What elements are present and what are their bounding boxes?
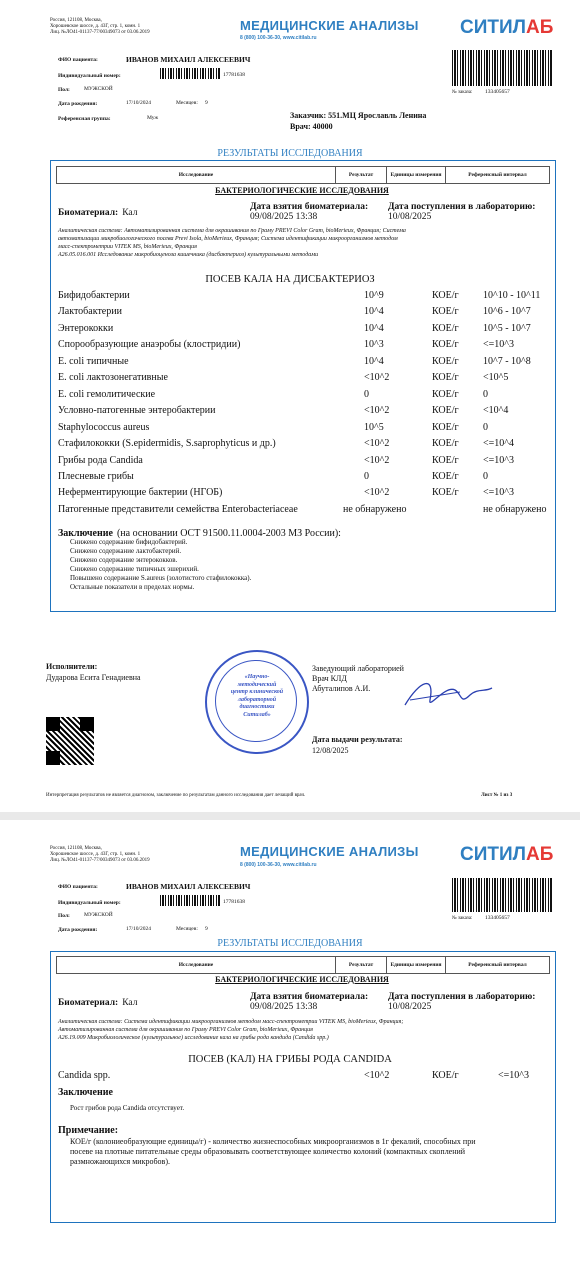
- months-label: Месяцев:: [176, 100, 198, 106]
- order-barcode: [452, 50, 552, 86]
- col-header-result: Результат: [335, 166, 387, 184]
- table-row: [58, 389, 553, 405]
- row-ref: 10^6 - 10^7: [483, 306, 531, 318]
- row-value: 0: [364, 388, 369, 400]
- culture-title: ПОСЕВ (КАЛ) НА ГРИБЫ РОДА CANDIDA: [188, 1054, 392, 1065]
- order-label: № заказа:: [452, 916, 473, 921]
- row-ref: 10^7 - 10^8: [483, 355, 531, 367]
- address-line: Россия, 121108, Москва,: [50, 18, 102, 23]
- row-value: <10^2: [364, 372, 390, 384]
- months-label: Месяцев:: [176, 926, 198, 932]
- row-unit: КОЕ/г: [432, 438, 459, 450]
- ref-group-value: Муж: [147, 115, 159, 121]
- table-row: [58, 323, 553, 339]
- conclusion-item: Снижено содержание типичных эшерихий.: [70, 565, 199, 573]
- row-name: Candida spp.: [58, 1070, 111, 1081]
- table-row: [58, 504, 553, 520]
- lab-phone: 8 (800) 100-36-30, www.citilab.ru: [240, 35, 317, 41]
- row-value: не обнаружено: [343, 503, 407, 515]
- col-header-ref: Референсный интервал: [445, 166, 550, 184]
- signature: [400, 670, 495, 715]
- citilab-logo: СИТИЛАБ: [460, 844, 554, 865]
- individual-number: 17781638: [223, 72, 245, 78]
- footer-note: Интерпретация результатов не является диагнозом, заключение по результатам данного исследования дает лечащий врач.: [46, 793, 306, 798]
- row-value: 10^4: [364, 355, 384, 367]
- ref-group-label: Референсная группа:: [58, 116, 111, 122]
- birth-label: Дата рождения:: [58, 101, 98, 107]
- row-ref: 10^10 - 10^11: [483, 290, 541, 301]
- patient-fio: ИВАНОВ МИХАИЛ АЛЕКСЕЕВИЧ: [126, 55, 251, 64]
- row-unit: КОЕ/г: [432, 372, 459, 384]
- page-gap: [0, 812, 580, 820]
- sex-value: МУЖСКОЙ: [84, 912, 113, 918]
- section-title: БАКТЕРИОЛОГИЧЕСКИЕ ИССЛЕДОВАНИЯ: [215, 186, 389, 195]
- row-name: Условно-патогенные энтеробактерии: [58, 405, 216, 417]
- note-text: КОЕ/г (колониеобразующие единицы/г) - количество жизнеспособных микроорганизмов в 1г фекалий, способных при посеве на плотные питательные среды образовывать соответствующее количество колоний (компактных скоплений размножающихся микробов).: [70, 1137, 476, 1166]
- report-title: МЕДИЦИНСКИЕ АНАЛИЗЫ: [240, 844, 419, 859]
- row-value: 0: [364, 470, 369, 482]
- lab-address: [50, 18, 150, 36]
- conclusion-heading: Заключение (на основании ОСТ 91500.11.0004-2003 МЗ России):: [58, 528, 341, 539]
- report-page-2: [0, 820, 580, 1280]
- row-name: Staphylococcus aureus: [58, 421, 150, 433]
- results-title: РЕЗУЛЬТАТЫ ИССЛЕДОВАНИЯ: [217, 938, 363, 949]
- conclusion-heading: Заключение: [58, 1087, 113, 1098]
- table-row: [58, 438, 553, 454]
- row-ref: 0: [483, 470, 488, 482]
- row-name: E. coli типичные: [58, 355, 129, 367]
- birth-value: 17/10/2024: [126, 100, 152, 106]
- issue-label: Дата выдачи результата:: [312, 735, 403, 744]
- row-unit: КОЕ/г: [432, 454, 459, 466]
- customer: Заказчик: 551.МЦ Ярославль Ленина: [290, 111, 427, 120]
- table-row: [58, 487, 553, 503]
- patient-fio: ИВАНОВ МИХАИЛ АЛЕКСЕЕВИЧ: [126, 882, 251, 891]
- row-ref: 0: [483, 388, 488, 400]
- row-unit: КОЕ/г: [432, 1070, 459, 1081]
- individual-number-label: Индивидуальный номер:: [58, 900, 121, 906]
- individual-barcode: [160, 895, 220, 906]
- sample-date-block: Дата взятия биоматериала: 09/08/2025 13:38: [250, 992, 369, 1012]
- table-row: [58, 306, 553, 322]
- row-unit: КОЕ/г: [432, 290, 459, 301]
- sex-value: МУЖСКОЙ: [84, 86, 113, 92]
- col-header-study: Исследование: [56, 166, 336, 184]
- table-row: [58, 422, 553, 438]
- row-unit: КОЕ/г: [432, 339, 459, 351]
- section-title: БАКТЕРИОЛОГИЧЕСКИЕ ИССЛЕДОВАНИЯ: [215, 975, 389, 984]
- patient-fio-label: ФИО пациента:: [58, 884, 98, 890]
- row-value: <10^2: [364, 438, 390, 450]
- row-value: 10^9: [364, 290, 384, 301]
- row-name: E. coli лактозонегативные: [58, 372, 168, 384]
- lab-stamp: «Научно- методический центр клинической лабораторной диагностики Ситилаб»: [205, 650, 309, 754]
- conclusion-text: Рост грибов рода Candida отсутствует.: [70, 1104, 185, 1112]
- lab-address: Россия, 121108, Москва, Хорошевское шоссе, д. 43Г, стр. 1, комн. 1 Лиц. №ЛО41-01137-77/00349073 от 03.06.2019: [50, 846, 150, 863]
- row-value: 10^3: [364, 339, 384, 351]
- table-row: [58, 356, 553, 372]
- row-ref: <=10^3: [483, 339, 514, 351]
- row-ref: <10^4: [483, 405, 509, 417]
- conclusion-item: Повышено содержание S.aureus (золотистого стафилококка).: [70, 574, 252, 582]
- patient-fio-label: ФИО пациента:: [58, 57, 98, 63]
- sex-label: Пол:: [58, 913, 70, 919]
- sample-date-block: Дата взятия биоматериала: 09/08/2025 13:38: [250, 202, 369, 222]
- row-unit: КОЕ/г: [432, 487, 459, 499]
- row-ref: 0: [483, 421, 488, 433]
- col-header-units: Единицы измерения: [386, 166, 446, 184]
- sex-label: Пол:: [58, 87, 70, 93]
- table-row: [58, 1070, 553, 1086]
- row-unit: КОЕ/г: [432, 405, 459, 417]
- row-name: Бифидобактерии: [58, 290, 130, 301]
- col-header-ref: Референсный интервал: [445, 956, 550, 974]
- conclusion-list: [70, 538, 251, 592]
- report-title: МЕДИЦИНСКИЕ АНАЛИЗЫ: [240, 18, 419, 33]
- executor-name: Дударова Есита Генадиевна: [46, 673, 141, 682]
- individual-barcode: [160, 68, 220, 79]
- citilab-logo: СИТИЛАБ: [460, 17, 554, 38]
- table-row: [58, 471, 553, 487]
- col-header-result: Результат: [335, 956, 387, 974]
- row-value: 10^4: [364, 322, 384, 334]
- qr-code: [46, 717, 94, 765]
- conclusion-item: Снижено содержание лактобактерий.: [70, 547, 182, 555]
- lab-phone: 8 (800) 100-36-30, www.citilab.ru: [240, 862, 317, 868]
- row-name: Грибы рода Candida: [58, 454, 143, 466]
- head-of-lab: Заведующий лабораторией Врач КЛД Абуталипов А.И.: [312, 664, 404, 693]
- table-row: [58, 405, 553, 421]
- row-unit: КОЕ/г: [432, 421, 459, 433]
- row-unit: КОЕ/г: [432, 355, 459, 367]
- received-block: Дата поступления в лабораторию: 10/08/2025: [388, 992, 536, 1012]
- executors-label: Исполнители:: [46, 662, 98, 671]
- row-ref: 10^5 - 10^7: [483, 322, 531, 334]
- individual-number: 17781638: [223, 899, 245, 905]
- birth-value: 17/10/2024: [126, 926, 152, 932]
- doctor: Врач: 40000: [290, 122, 333, 131]
- sheet-number: Лист № 1 из 3: [481, 793, 513, 798]
- analysis-system: Аналитическая система: Автоматизированная система для окрашивания по Граму PREVI Color Gram, bioMerieux, Франция; Система автоматизации микробиологического посева Previ Isola, bioMerieux, Франция; Система идентификации микроорганизмов методом масс-спектрометрии VITEK MS, bioMerieux, Франция А26.05.016.001 Исследование микробиоценоза кишечника (дисбактериоз) культуральными методами: [58, 228, 406, 258]
- order-barcode: [452, 878, 552, 912]
- row-value: <10^2: [364, 487, 390, 499]
- row-name: Стафилококки (S.epidermidis, S.saprophyticus и др.): [58, 438, 276, 450]
- order-number: 133405657: [485, 89, 510, 95]
- row-unit: КОЕ/г: [432, 306, 459, 318]
- received-block: Дата поступления в лабораторию: 10/08/2025: [388, 202, 536, 222]
- row-name: Лактобактерии: [58, 306, 122, 318]
- row-ref: <10^5: [483, 372, 509, 384]
- row-name: Патогенные представители семейства Enterobacteriaceae: [58, 503, 298, 515]
- birth-label: Дата рождения:: [58, 927, 98, 933]
- row-unit: КОЕ/г: [432, 322, 459, 334]
- row-name: Спорообразующие анаэробы (клостридии): [58, 339, 241, 351]
- row-value: 10^5: [364, 421, 384, 433]
- row-value: 10^4: [364, 306, 384, 318]
- address-line: Лиц. №ЛО41-01137-77/00349073 от 03.06.2019: [50, 30, 150, 35]
- table-row: [58, 290, 553, 306]
- biomaterial: Биоматериал: Кал: [58, 208, 138, 218]
- months-value: 9: [205, 100, 208, 106]
- biomaterial: Биоматериал: Кал: [58, 998, 138, 1008]
- row-unit: КОЕ/г: [432, 470, 459, 482]
- conclusion-item: Остальные показатели в пределах нормы.: [70, 583, 195, 591]
- order-number: 133405657: [485, 915, 510, 921]
- months-value: 9: [205, 926, 208, 932]
- row-ref: <=10^3: [483, 454, 514, 466]
- row-name: Неферментирующие бактерии (НГОБ): [58, 487, 223, 499]
- culture-title: ПОСЕВ КАЛА НА ДИСБАКТЕРИОЗ: [205, 274, 375, 285]
- table-row: [58, 339, 553, 355]
- row-name: Энтерококки: [58, 322, 114, 334]
- row-name: E. coli гемолитические: [58, 388, 156, 400]
- row-value: <10^2: [364, 1070, 390, 1081]
- row-ref: не обнаружено: [483, 503, 547, 515]
- table-row: [58, 372, 553, 388]
- col-header-units: Единицы измерения: [386, 956, 446, 974]
- conclusion-item: Снижено содержание энтерококков.: [70, 556, 178, 564]
- row-value: <10^2: [364, 454, 390, 466]
- row-value: <10^2: [364, 405, 390, 417]
- conclusion-item: Снижено содержание бифидобактерий.: [70, 538, 188, 546]
- order-label: № заказа:: [452, 90, 473, 95]
- col-header-study: Исследование: [56, 956, 336, 974]
- table-row: [58, 455, 553, 471]
- issue-date: 12/08/2025: [312, 746, 349, 755]
- address-line: Хорошевское шоссе, д. 43Г, стр. 1, комн. 1: [50, 24, 141, 29]
- row-ref: <=10^4: [483, 438, 514, 450]
- row-name: Плесневые грибы: [58, 470, 134, 482]
- results-title: РЕЗУЛЬТАТЫ ИССЛЕДОВАНИЯ: [217, 148, 363, 159]
- note-heading: Примечание:: [58, 1125, 119, 1136]
- row-unit: КОЕ/г: [432, 388, 459, 400]
- analysis-system: Аналитическая система: Система идентификации микроорганизмов методом масс-спектрометрии VITEK MS, bioMerieux, Франция; Автоматизированная система для окрашивания по Граму PREVI Color Gram, bioMerieux, Франция А26.19.009 Микробиологическое (культуральное) исследование кала на грибы рода кандида (Candida spp.): [58, 1019, 404, 1041]
- row-ref: <=10^3: [483, 487, 514, 499]
- individual-number-label: Индивидуальный номер:: [58, 73, 121, 79]
- row-ref: <=10^3: [498, 1070, 529, 1081]
